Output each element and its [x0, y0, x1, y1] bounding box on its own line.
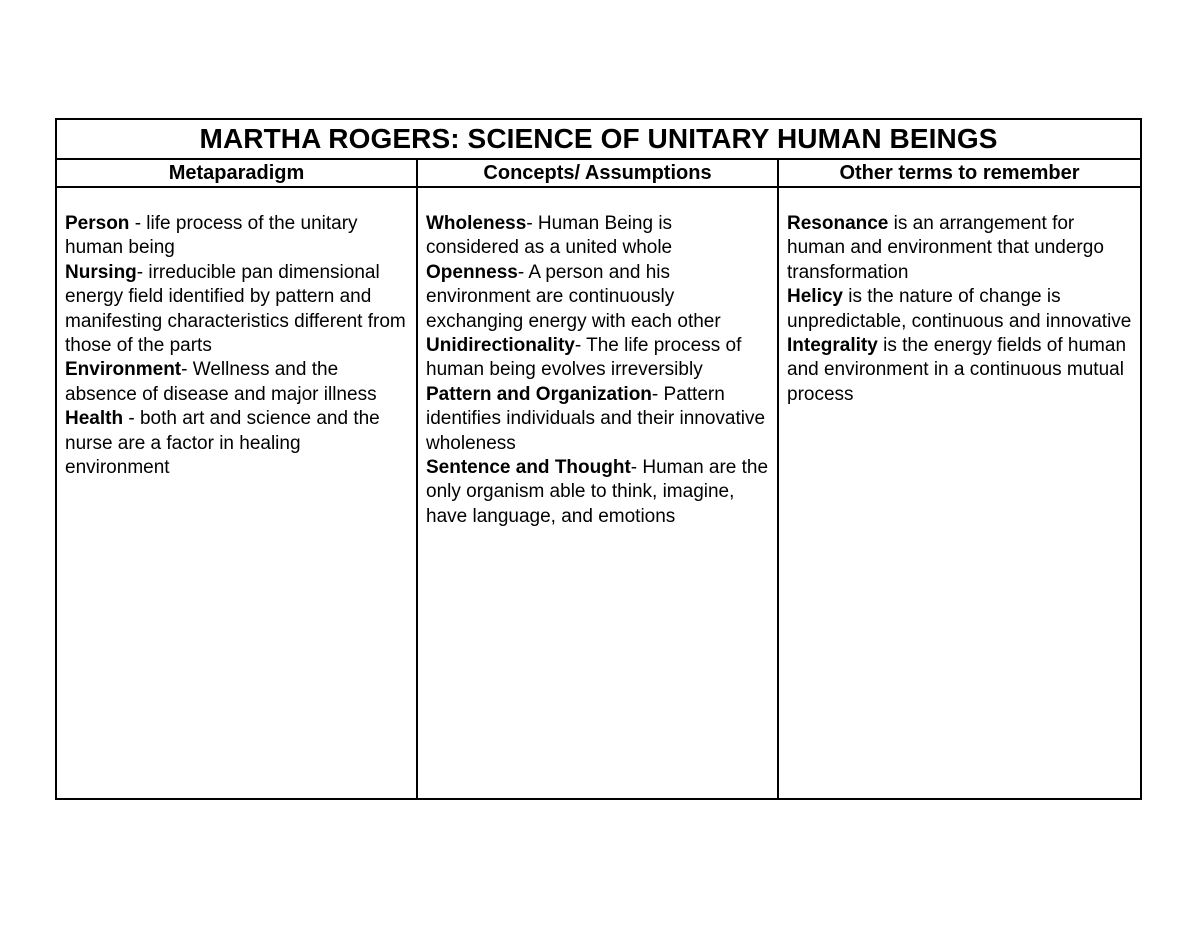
entry-sentence-and-thought	[426, 456, 770, 529]
summary-table	[55, 118, 1142, 800]
entry-openness	[426, 261, 770, 334]
term-label: Health	[65, 408, 124, 430]
term-label: Openness	[426, 261, 518, 283]
term-label: Helicy	[787, 286, 843, 308]
term-description: - irreducible pan dimensional energy field identified by pattern and manifesting characteristics different from those of the parts	[65, 261, 406, 357]
term-description: is the nature of change is unpredictable, continuous and innovative	[787, 286, 1132, 332]
other-terms-cell	[778, 187, 1141, 799]
term-label: Integrality	[787, 335, 878, 357]
term-label: Resonance	[787, 213, 889, 234]
term-label: Wholeness	[426, 213, 527, 234]
term-label: Environment	[65, 359, 182, 381]
entry-unidirectionality	[426, 334, 770, 383]
term-description: - Wellness and the absence of disease and major illness	[65, 359, 377, 405]
column-header-metaparadigm: Metaparadigm	[56, 159, 417, 187]
term-description: is an arrangement for human and environment that undergo transformation	[787, 213, 1104, 283]
column-header-other-terms: Other terms to remember	[778, 159, 1141, 187]
entry-person	[65, 212, 409, 261]
term-label: Nursing	[65, 261, 137, 283]
term-label: Sentence and Thought	[426, 457, 631, 479]
column-header-concepts: Concepts/ Assumptions	[417, 159, 778, 187]
term-description: - The life process of human being evolves irreversibly	[426, 335, 742, 381]
entry-nursing	[65, 261, 409, 359]
entry-integrality	[787, 334, 1133, 407]
concepts-cell	[417, 187, 778, 799]
term-description: - Human are the only organism able to think, imagine, have language, and emotions	[426, 457, 769, 527]
term-description: - A person and his environment are continuously exchanging energy with each other	[426, 261, 721, 332]
entry-pattern-and-organization	[426, 383, 770, 456]
term-description: - both art and science and the nurse are a factor in healing environment	[65, 408, 380, 479]
table-title: MARTHA ROGERS: SCIENCE OF UNITARY HUMAN BEINGS	[56, 119, 1141, 159]
term-description: - Pattern identifies individuals and their innovative wholeness	[426, 383, 766, 454]
term-label: Unidirectionality	[426, 335, 575, 357]
entry-resonance	[787, 212, 1133, 285]
term-description: - life process of the unitary human being	[65, 213, 358, 259]
entry-environment	[65, 358, 409, 407]
content-row	[56, 187, 1141, 799]
metaparadigm-cell	[56, 187, 417, 799]
entry-wholeness	[426, 212, 770, 261]
title-row	[56, 119, 1141, 159]
term-description: - Human Being is considered as a united whole	[426, 213, 673, 259]
term-label: Person	[65, 213, 130, 234]
term-label: Pattern and Organization	[426, 383, 652, 405]
entry-health	[65, 407, 409, 480]
header-row	[56, 159, 1141, 187]
entry-helicy	[787, 285, 1133, 334]
term-description: is the energy fields of human and environment in a continuous mutual process	[787, 335, 1127, 405]
